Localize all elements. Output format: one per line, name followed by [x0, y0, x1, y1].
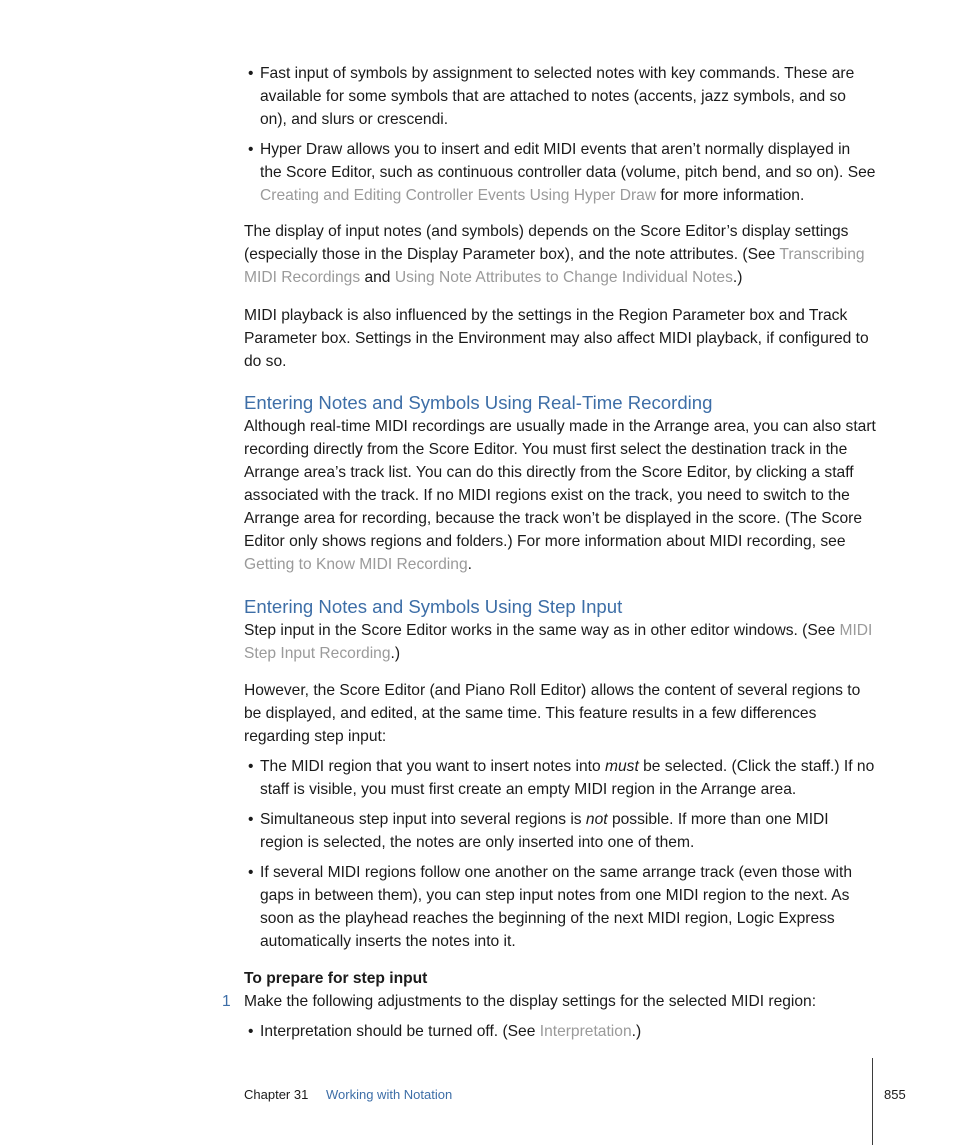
bullet-text — [260, 755, 876, 801]
task-title: To prepare for step input — [244, 970, 428, 987]
link-hyper-draw[interactable]: Creating and Editing Controller Events Using Hyper Draw — [260, 187, 657, 204]
text-run: .) — [732, 269, 743, 286]
text-run: .) — [390, 645, 401, 662]
text-run: Interpretation should be turned off. (See — [260, 1023, 540, 1040]
bullet-item — [244, 861, 876, 953]
bullet-item — [244, 1020, 876, 1043]
bullet-dot: • — [248, 758, 254, 775]
bullet-item — [244, 62, 876, 131]
text-run: for more information. — [656, 187, 805, 204]
text-run: be selected. (Click the staff.) If no staff is visible, you must first create an empty MIDI region in the Arrange area. — [260, 758, 875, 798]
link-note-attributes[interactable]: Using Note Attributes to Change Individual Notes — [394, 269, 733, 286]
text-run: Step input in the Score Editor works in the same way as in other editor windows. (See — [244, 622, 840, 639]
step-text: Make the following adjustments to the display settings for the selected MIDI region: — [244, 993, 817, 1010]
emphasis: must — [604, 758, 639, 775]
paragraph-display-settings — [244, 220, 876, 289]
bullet-item — [244, 755, 876, 801]
footer-divider — [872, 1058, 873, 1145]
step-item — [222, 990, 876, 1013]
bullet-text: Fast input of symbols by assignment to selected notes with key commands. These are available for some symbols that are attached to notes (accents, jazz symbols, and so on), and slurs or crescendi. — [260, 65, 855, 128]
text-run: and — [360, 269, 395, 286]
bullet-dot: • — [248, 811, 254, 828]
text-run: .) — [631, 1023, 642, 1040]
bullet-item — [244, 808, 876, 854]
emphasis: not — [585, 811, 608, 828]
footer-chapter: Chapter 31 — [244, 1087, 309, 1102]
paragraph-however: However, the Score Editor (and Piano Roll Editor) allows the content of several regions to be displayed, and edited, at the same time. This feature results in a few differences regarding step input: — [244, 682, 861, 745]
paragraph-realtime — [244, 415, 876, 576]
bullet-text — [260, 138, 876, 207]
page-number: 855 — [884, 1087, 906, 1102]
link-midi-recording[interactable]: Getting to Know MIDI Recording — [244, 556, 468, 573]
bullet-text: If several MIDI regions follow one another on the same arrange track (even those with gaps in between them), you can step input notes from one MIDI region to the next. As soon as the playhead reaches the beginning of the next MIDI region, Logic Express automatically inserts the notes into it. — [260, 864, 852, 950]
text-run: . — [467, 556, 472, 573]
bullet-dot: • — [248, 864, 254, 881]
bullet-dot: • — [248, 65, 254, 82]
footer-chapter-title-link[interactable]: Working with Notation — [326, 1087, 453, 1102]
bullet-dot: • — [248, 1023, 254, 1040]
paragraph-step-input — [244, 619, 876, 665]
heading-step-input: Entering Notes and Symbols Using Step Input — [244, 596, 623, 617]
text-run: Hyper Draw allows you to insert and edit MIDI events that aren’t normally displayed in the Score Editor, such as continuous controller data (volume, pitch bend, and so on). See — [260, 141, 876, 181]
link-interpretation[interactable]: Interpretation — [539, 1023, 632, 1040]
bullet-text — [260, 1020, 876, 1043]
heading-realtime-recording: Entering Notes and Symbols Using Real-Time Recording — [244, 392, 713, 413]
step-number: 1 — [222, 993, 231, 1010]
bullet-text — [260, 808, 876, 854]
paragraph-midi-playback: MIDI playback is also influenced by the settings in the Region Parameter box and Track Parameter box. Settings in the Environment may also affect MIDI playback, if configured to do so. — [244, 307, 869, 370]
text-run: possible. If more than one MIDI region is selected, the notes are only inserted into one of them. — [260, 811, 829, 851]
text-run: Simultaneous step input into several regions is — [260, 811, 586, 828]
link-midi-step-input[interactable]: MIDI Step Input Recording — [244, 622, 873, 662]
text-run: Although real-time MIDI recordings are usually made in the Arrange area, you can also start recording directly from the Score Editor. You must first select the destination track in the Arrange area’s track list. You can do this directly from the Score Editor, by clicking a staff associated with the track. If no MIDI regions exist on the track, you need to switch to the Arrange area for recording, because the track won’t be displayed in the score. (The Score Editor only shows regions and folders.) For more information about MIDI recording, see — [244, 418, 876, 550]
link-transcribing-midi[interactable]: Transcribing MIDI Recordings — [244, 246, 865, 286]
text-run: The MIDI region that you want to insert notes into — [260, 758, 605, 775]
bullet-dot: • — [248, 141, 254, 158]
bullet-item — [244, 138, 876, 207]
text-run: The display of input notes (and symbols) depends on the Score Editor’s display settings (especially those in the Display Parameter box), and the note attributes. (See — [244, 223, 849, 263]
